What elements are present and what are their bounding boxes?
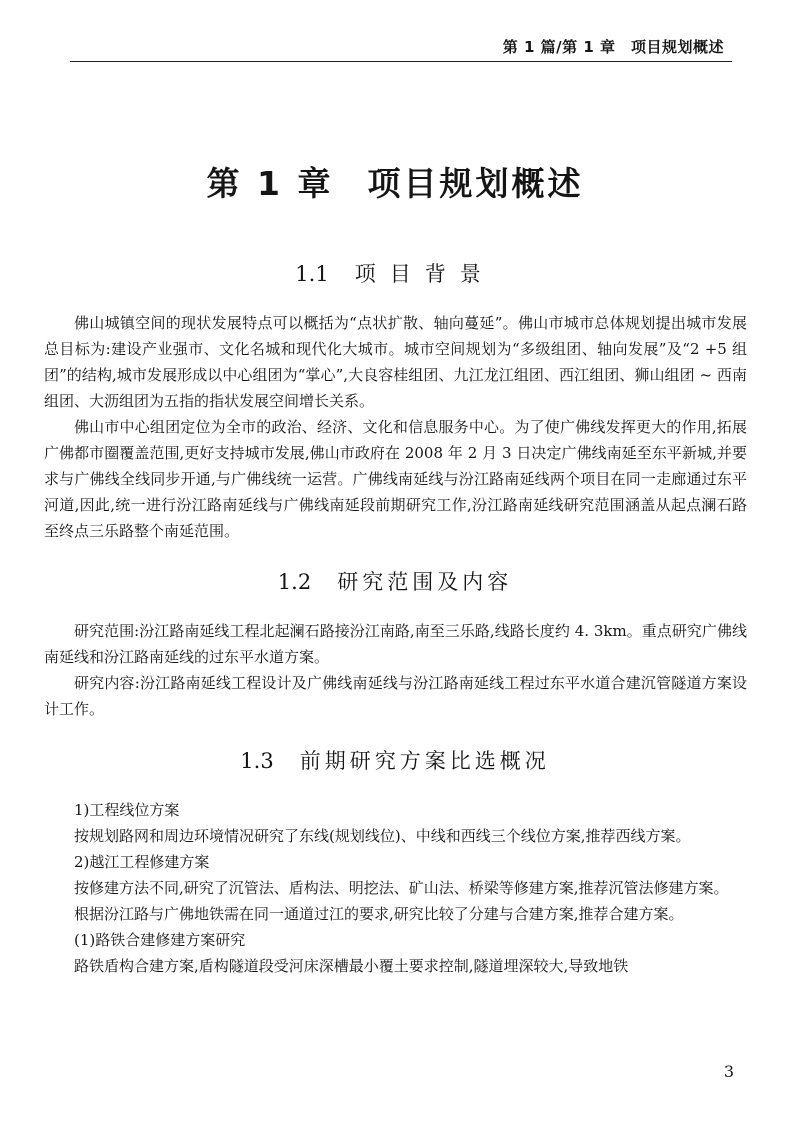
paragraph: 根据汾江路与广佛地铁需在同一通道过江的要求,研究比较了分建与合建方案,推荐合建方案。 <box>74 905 684 923</box>
section-heading-1-3 <box>0 745 790 775</box>
section-heading-1-2 <box>0 566 790 596</box>
paragraph: 按规划路网和周边环境情况研究了东线(规划线位)、中线和西线三个线位方案,推荐西线方案。 <box>74 827 691 845</box>
section-1-2-body <box>44 618 747 722</box>
paragraph: 佛山城镇空间的现状发展特点可以概括为“点状扩散、轴向蔓延”。佛山市城市总体规划提出城市发展总目标为:建设产业强市、文化名城和现代化大城市。城市空间规划为“多级组团、轴向发展”及“2 +5 组团”的结构,城市发展形成以中心组团为“掌心”,大良容桂组团、九江龙江组团、西江组团、狮山组团 ~ 西南组团、大沥组团为五指的指状发展空间增长关系。 <box>44 314 747 410</box>
paragraph: 按修建方法不同,研究了沉管法、盾构法、明挖法、矿山法、桥梁等修建方案,推荐沉管法修建方案。 <box>74 879 729 897</box>
section-title: 研究范围及内容 <box>337 570 513 594</box>
section-number: 1.3 <box>240 749 274 773</box>
paragraph: 佛山市中心组团定位为全市的政治、经济、文化和信息服务中心。为了使广佛线发挥更大的作用,拓展广佛都市圈覆盖范围,更好支持城市发展,佛山市政府在 2008 年 2 月 3 日决定广佛线南延至东平新城,并要求与广佛线全线同步开通,与广佛线统一运营。广佛线南延线与汾江路南延线两个项目在同一走廊通过东平河道,因此,统一进行汾江路南延线与广佛线南延段前期研究工作,汾江路南延线研究范围涵盖从起点澜石路至终点三乐路整个南延范围。 <box>44 418 747 540</box>
running-header <box>0 36 790 58</box>
section-number: 1.1 <box>295 262 329 286</box>
running-title: 第 1 篇/第 1 章 项目规划概述 <box>502 38 724 56</box>
paragraph: 路铁盾构合建方案,盾构隧道段受河床深槽最小覆土要求控制,隧道埋深较大,导致地铁 <box>74 957 629 975</box>
section-number: 1.2 <box>277 570 312 594</box>
section-heading-1-1 <box>0 258 790 288</box>
chapter-title <box>0 158 790 205</box>
subheading: 1)工程线位方案 <box>74 801 180 819</box>
paragraph: 研究内容:汾江路南延线工程设计及广佛线南延线与汾江路南延线工程过东平水道合建沉管隧道方案设计工作。 <box>44 674 747 718</box>
header-rule <box>70 61 732 62</box>
section-title: 前期研究方案比选概况 <box>299 749 550 773</box>
subheading: 2)越江工程修建方案 <box>74 853 210 871</box>
chapter-name: 项目规划概述 <box>367 164 584 203</box>
paragraph: 研究范围:汾江路南延线工程北起澜石路接汾江南路,南至三乐路,线路长度约 4. 3km。重点研究广佛线南延线和汾江路南延线的过东平水道方案。 <box>44 622 747 666</box>
section-title: 项目背景 <box>354 262 495 286</box>
page-number: 3 <box>723 1062 734 1081</box>
chapter-number: 第 1 章 <box>206 164 334 203</box>
section-1-1-body <box>44 310 747 544</box>
section-1-3-body <box>44 797 747 979</box>
subheading: (1)路铁合建修建方案研究 <box>74 931 246 949</box>
